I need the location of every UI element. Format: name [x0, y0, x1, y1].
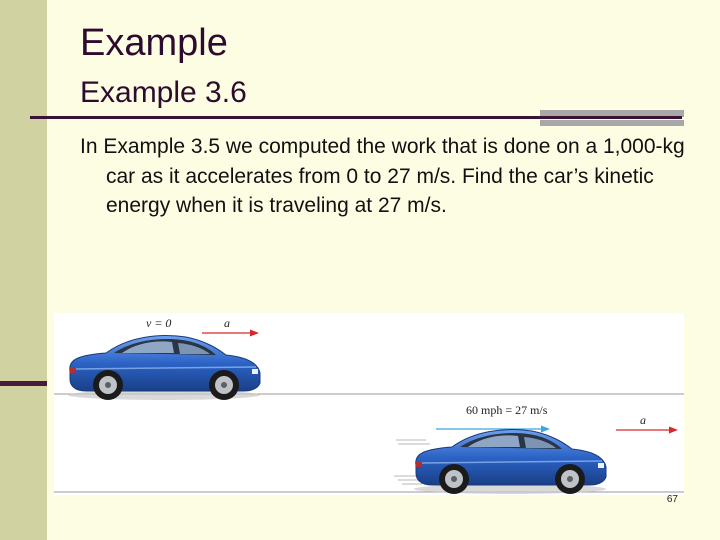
- bottom-velocity-label: 60 mph = 27 m/s: [466, 403, 548, 417]
- top-velocity-label: v = 0: [146, 316, 172, 330]
- problem-statement: In Example 3.5 we computed the work that is done on a 1,000-kg car as it accelerates from 0 to 27 m/s. Find the car’s kinetic energy when it is traveling at 27 m/s.: [80, 135, 685, 217]
- stationary-car: [68, 336, 260, 400]
- car-figure-svg: [54, 313, 684, 495]
- title-divider: [30, 116, 682, 119]
- slide-title: Example: [80, 22, 228, 64]
- top-accel-label: a: [224, 316, 230, 330]
- page-number: 67: [666, 494, 678, 505]
- title-rule-accent-bottom: [540, 120, 684, 126]
- bottom-accel-arrowhead: [669, 427, 678, 434]
- left-decorative-band: [0, 0, 47, 540]
- top-accel-arrowhead: [250, 330, 259, 337]
- slide-subtitle: Example 3.6: [80, 76, 247, 109]
- bottom-accel-label: a: [640, 413, 646, 427]
- moving-car: [414, 430, 606, 494]
- velocity-arrowhead: [541, 426, 550, 433]
- left-accent-bar: [0, 381, 47, 386]
- car-acceleration-figure: [54, 313, 684, 495]
